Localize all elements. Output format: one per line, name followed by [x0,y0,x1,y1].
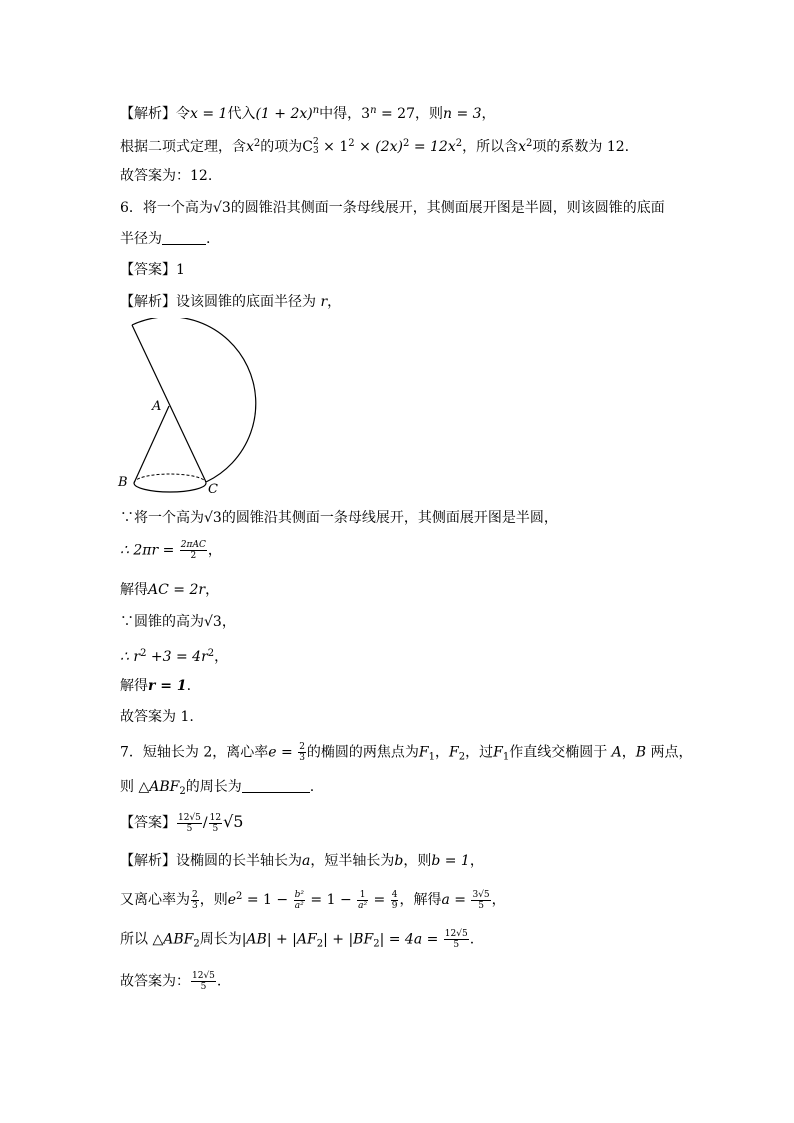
question-6-line-1: 6．将一个高为√3的圆锥沿其侧面一条母线展开，其侧面展开图是半圆，则该圆锥的底面 [120,200,665,216]
cone-unfold-figure [112,318,262,503]
solution-q7-line-1: 【解析】设椭圆的长半轴长为a，短半轴长为b，则b = 1， [120,853,484,869]
question-7-line-1: 7．短轴长为 2，离心率e = $\frac{2}{3}$ 的椭圆的两焦点为$F_1$，$F_2$，过$F_1$作直线交椭圆于 A，B 两点， [120,742,693,763]
solution-q6-line-2: ∵将一个高为√3的圆锥沿其侧面一条母线展开，其侧面展开图是半圆， [120,510,558,526]
answer-line-q7: 故答案为： $\frac{12√5}{5}$ . [120,971,222,992]
fraction: $\frac{\text{2πAC}}{2}$ [180,540,206,561]
solution-line-1: 【解析】令x = 1代入$(1 + 2x)^n$中得，$3^n = 27$，则n = 3， [120,105,496,122]
solution-line-2: 根据二项式定理，含$x^2$的项为C 2 3 × $1^2 \times (2x)^2 = 12x^2$，所以含$x^2$项的系数为 12. [120,137,630,156]
base-ellipse-front [134,483,206,492]
solution-q6-line-1: 【解析】设该圆锥的底面半径为 r， [120,294,342,310]
solution-tag: 【解析】 [120,294,176,310]
solution-tag: 【解析】 [120,106,176,122]
answer-q6: 【答案】1 [120,262,185,278]
answer-blank [242,792,310,793]
label-c: C [208,482,218,497]
question-7-line-2: 则 $\triangle ABF_2$的周长为 . [120,779,315,797]
answer-blank [162,244,206,245]
question-6-line-2: 半径为 . [120,231,211,247]
answer-tag: 【答案】 [120,815,176,831]
solution-q6-line-3: ∴ 2πr = $\frac{\text{2πAC}}{2}$ ， [120,540,222,561]
solution-q6-line-5: ∵圆锥的高为√3， [120,614,236,630]
solution-q6-line-4: 解得AC = 2r， [120,582,220,598]
solution-q6-line-7: 解得r = 1. [120,678,192,694]
generatrix-line [132,325,206,482]
answer-line-q5: 故答案为：12. [120,168,213,184]
answer-q7: 【答案】 $\frac{12√5}{5}$ / $\frac{12}{5}$ √5 [120,812,244,834]
solution-tag: 【解析】 [120,853,176,869]
cone-side-line [134,406,169,483]
label-b: B [118,475,128,490]
label-a: A [152,399,162,414]
answer-tag: 【答案】 [120,262,176,278]
base-ellipse-back [134,474,206,483]
answer-line-q6: 故答案为 1. [120,709,194,725]
solution-q7-line-3: 所以 $\triangle ABF_2$周长为$|AB| + |AF_2| + |BF_2| = 4a$ = $\frac{12√5}{5}$ . [120,929,475,950]
solution-q6-line-6: ∴ $r^2 +3 = 4r^2$， [120,648,229,665]
solution-q7-line-2: 又离心率为 $\frac{2}{3}$ ，则$e^2 = 1$ − $\frac{\text{b²}}{\text{a²}}$ = 1 − $\frac{1}{\text{a²}}$ = $\frac{4}{9}$ ，解得a = $\frac{3√5}{5}$ ， [120,889,506,911]
